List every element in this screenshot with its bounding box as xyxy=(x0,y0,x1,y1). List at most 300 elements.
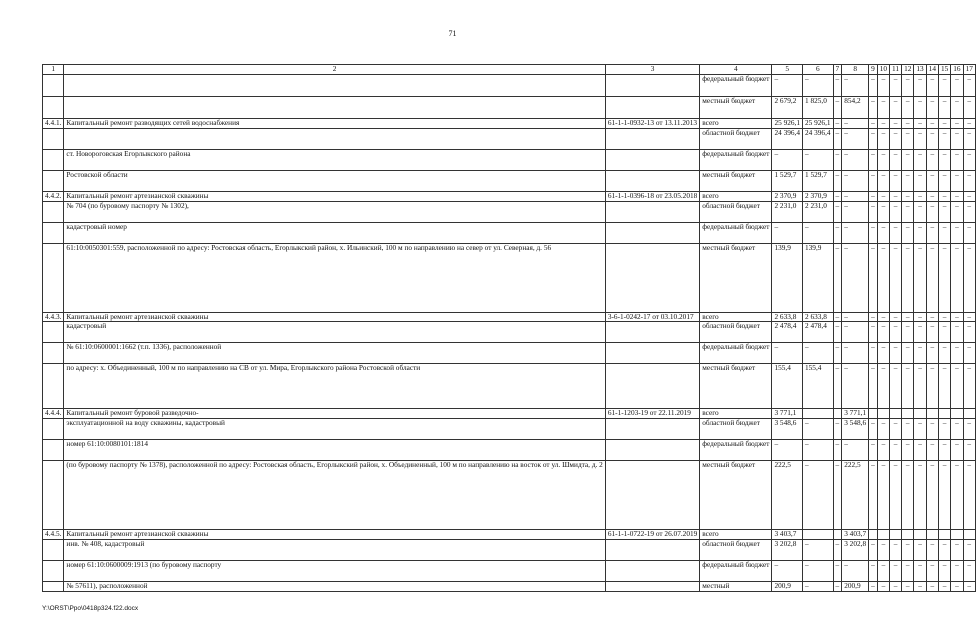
value-cell: – xyxy=(833,419,842,440)
value-cell: 222,5 xyxy=(842,461,869,530)
value-cell: – xyxy=(890,539,902,560)
value-cell: – xyxy=(890,119,902,129)
document-number-cell: 61-1-1-0722-19 от 26.07.2019 xyxy=(605,530,699,540)
total-value-cell: 25 926,1 xyxy=(772,119,803,129)
header-cell: 2 xyxy=(64,65,605,75)
value-cell: – xyxy=(902,322,914,343)
value-cell xyxy=(833,530,842,540)
value-cell: – xyxy=(869,149,878,170)
value-cell: – xyxy=(902,149,914,170)
value-cell: – xyxy=(938,75,950,97)
row-number-cell xyxy=(43,322,64,343)
value-cell: – xyxy=(963,343,975,364)
value-cell: – xyxy=(842,222,869,243)
header-cell: 8 xyxy=(842,65,869,75)
value-cell: – xyxy=(890,312,902,322)
total-value-cell: – xyxy=(772,222,803,243)
document-number-cell xyxy=(605,419,699,440)
value-cell: – xyxy=(914,539,926,560)
table-row xyxy=(43,322,976,343)
funding-source-cell: местный бюджет xyxy=(700,461,772,530)
total-value-cell: 222,5 xyxy=(772,461,803,530)
value-cell: – xyxy=(902,128,914,149)
value-cell: – xyxy=(803,461,834,530)
value-cell: – xyxy=(877,128,889,149)
value-cell: – xyxy=(877,149,889,170)
budget-table xyxy=(42,64,976,592)
value-cell: – xyxy=(926,119,938,129)
value-cell: 200,9 xyxy=(842,581,869,591)
funding-source-cell: областной бюджет xyxy=(700,322,772,343)
row-number-cell xyxy=(43,97,64,119)
value-cell: – xyxy=(951,170,963,191)
header-cell: 16 xyxy=(951,65,963,75)
table-row xyxy=(43,440,976,461)
table-row xyxy=(43,539,976,560)
table-row xyxy=(43,364,976,409)
value-cell: – xyxy=(902,97,914,119)
value-cell: – xyxy=(926,539,938,560)
value-cell: – xyxy=(842,170,869,191)
value-cell: – xyxy=(963,75,975,97)
value-cell: – xyxy=(877,222,889,243)
value-cell: – xyxy=(902,440,914,461)
value-cell: – xyxy=(833,461,842,530)
value-cell: – xyxy=(951,343,963,364)
value-cell: – xyxy=(877,419,889,440)
value-cell: – xyxy=(877,119,889,129)
funding-source-cell: федеральный бюджет xyxy=(700,440,772,461)
value-cell: – xyxy=(938,461,950,530)
value-cell: – xyxy=(842,312,869,322)
value-cell: – xyxy=(833,581,842,591)
funding-source-cell: местный бюджет xyxy=(700,170,772,191)
total-value-cell: – xyxy=(772,560,803,581)
value-cell: – xyxy=(951,560,963,581)
table-row xyxy=(43,419,976,440)
value-cell: – xyxy=(914,419,926,440)
value-cell: – xyxy=(926,97,938,119)
value-cell: – xyxy=(938,97,950,119)
value-cell: – xyxy=(803,419,834,440)
value-cell: – xyxy=(926,322,938,343)
document-number-cell xyxy=(605,128,699,149)
page-number: 71 xyxy=(448,29,457,38)
value-cell: – xyxy=(833,149,842,170)
value-cell: – xyxy=(842,440,869,461)
value-cell: – xyxy=(951,191,963,201)
table-row xyxy=(43,128,976,149)
table-body xyxy=(43,65,976,592)
value-cell: – xyxy=(963,312,975,322)
value-cell: – xyxy=(842,322,869,343)
object-name-cell: Капитальный ремонт артезианской скважины xyxy=(64,530,605,540)
value-cell: – xyxy=(803,539,834,560)
value-cell: – xyxy=(869,419,878,440)
value-cell: – xyxy=(963,149,975,170)
value-cell: – xyxy=(951,440,963,461)
value-cell: – xyxy=(951,364,963,409)
value-cell: – xyxy=(842,201,869,222)
row-number-cell xyxy=(43,364,64,409)
value-cell: – xyxy=(877,97,889,119)
footer-file-path: Y:\ORST\Ppo\0418p324.f22.docx xyxy=(42,605,139,612)
header-cell: 15 xyxy=(938,65,950,75)
value-cell: – xyxy=(902,419,914,440)
value-cell: – xyxy=(803,149,834,170)
value-cell: – xyxy=(869,560,878,581)
object-name-cell: Капитальный ремонт разводящих сетей водоснабжения xyxy=(64,119,605,129)
document-number-cell xyxy=(605,581,699,591)
value-cell: – xyxy=(926,440,938,461)
total-value-cell: 139,9 xyxy=(772,243,803,312)
value-cell: – xyxy=(914,75,926,97)
value-cell: – xyxy=(963,170,975,191)
value-cell: – xyxy=(833,539,842,560)
value-cell: – xyxy=(914,581,926,591)
value-cell: 2 231,0 xyxy=(803,201,834,222)
total-value-cell: 2 679,2 xyxy=(772,97,803,119)
object-name-cell: 61:10:0050301:559, расположенной по адресу: Ростовская область, Егорлыкский район, х. Ильинский, 100 м по направлению на север от ул. Северная, д. 56 xyxy=(64,243,605,312)
document-number-cell xyxy=(605,222,699,243)
value-cell: – xyxy=(951,222,963,243)
value-cell: 24 396,4 xyxy=(803,128,834,149)
funding-source-cell: всего xyxy=(700,191,772,201)
funding-source-cell: федеральный бюджет xyxy=(700,149,772,170)
value-cell: – xyxy=(938,201,950,222)
value-cell: – xyxy=(869,191,878,201)
value-cell: – xyxy=(842,343,869,364)
object-name-cell xyxy=(64,128,605,149)
value-cell: – xyxy=(869,128,878,149)
value-cell: – xyxy=(951,461,963,530)
value-cell: – xyxy=(963,560,975,581)
object-name-cell: кадастровый xyxy=(64,322,605,343)
funding-source-cell: областной бюджет xyxy=(700,539,772,560)
value-cell: – xyxy=(803,343,834,364)
value-cell: – xyxy=(938,539,950,560)
value-cell: – xyxy=(963,128,975,149)
value-cell: – xyxy=(833,222,842,243)
header-cell: 7 xyxy=(833,65,842,75)
value-cell: – xyxy=(833,97,842,119)
funding-source-cell: всего xyxy=(700,312,772,322)
value-cell xyxy=(803,530,834,540)
value-cell: – xyxy=(803,222,834,243)
value-cell: – xyxy=(890,191,902,201)
row-number-cell xyxy=(43,343,64,364)
funding-source-cell: областной бюджет xyxy=(700,128,772,149)
value-cell: – xyxy=(951,243,963,312)
value-cell: 3 771,1 xyxy=(842,409,869,419)
header-cell: 4 xyxy=(700,65,772,75)
value-cell: – xyxy=(938,419,950,440)
value-cell: – xyxy=(938,581,950,591)
value-cell: – xyxy=(926,243,938,312)
object-name-cell: Капитальный ремонт артезианской скважины xyxy=(64,312,605,322)
value-cell: – xyxy=(951,312,963,322)
value-cell xyxy=(902,530,914,540)
value-cell: – xyxy=(833,191,842,201)
value-cell: – xyxy=(926,364,938,409)
value-cell: – xyxy=(869,581,878,591)
value-cell: 155,4 xyxy=(803,364,834,409)
document-number-cell xyxy=(605,560,699,581)
value-cell: – xyxy=(926,560,938,581)
value-cell: – xyxy=(869,201,878,222)
value-cell: – xyxy=(833,560,842,581)
value-cell: – xyxy=(951,539,963,560)
value-cell: – xyxy=(914,201,926,222)
value-cell: 3 403,7 xyxy=(842,530,869,540)
value-cell: 1 529,7 xyxy=(803,170,834,191)
value-cell xyxy=(951,530,963,540)
value-cell: – xyxy=(926,419,938,440)
value-cell: – xyxy=(938,128,950,149)
document-number-cell xyxy=(605,243,699,312)
value-cell: – xyxy=(963,581,975,591)
value-cell: – xyxy=(902,170,914,191)
table-row xyxy=(43,461,976,530)
value-cell: – xyxy=(877,364,889,409)
document-number-cell xyxy=(605,343,699,364)
value-cell: – xyxy=(914,149,926,170)
value-cell: – xyxy=(877,75,889,97)
value-cell: – xyxy=(914,312,926,322)
header-cell: 10 xyxy=(877,65,889,75)
value-cell: – xyxy=(902,75,914,97)
value-cell: – xyxy=(902,312,914,322)
document-number-cell xyxy=(605,364,699,409)
row-number-cell: 4.4.4. xyxy=(43,409,64,419)
value-cell: – xyxy=(938,440,950,461)
value-cell: – xyxy=(963,364,975,409)
value-cell: – xyxy=(902,581,914,591)
document-number-cell xyxy=(605,170,699,191)
value-cell: – xyxy=(877,560,889,581)
value-cell: – xyxy=(926,343,938,364)
total-value-cell: 3 771,1 xyxy=(772,409,803,419)
value-cell: – xyxy=(842,119,869,129)
document-number-cell xyxy=(605,461,699,530)
funding-source-cell: областной бюджет xyxy=(700,419,772,440)
value-cell: – xyxy=(877,243,889,312)
value-cell: – xyxy=(869,461,878,530)
value-cell: – xyxy=(869,119,878,129)
funding-source-cell: всего xyxy=(700,530,772,540)
table-row xyxy=(43,75,976,97)
object-name-cell xyxy=(64,97,605,119)
value-cell: – xyxy=(842,560,869,581)
document-number-cell xyxy=(605,539,699,560)
funding-source-cell: всего xyxy=(700,119,772,129)
table-row xyxy=(43,581,976,591)
value-cell xyxy=(926,530,938,540)
value-cell: – xyxy=(869,222,878,243)
value-cell: – xyxy=(914,343,926,364)
value-cell: – xyxy=(926,461,938,530)
value-cell: – xyxy=(890,222,902,243)
value-cell: – xyxy=(869,364,878,409)
object-name-cell: Капитальный ремонт буровой разведочно- xyxy=(64,409,605,419)
object-name-cell: (по буровому паспорту № 1378), расположенной по адресу: Ростовская область, Егорлыкский район, х. Объединенный, 100 м по направлению на восток от ул. Шмидта, д. 2 xyxy=(64,461,605,530)
row-number-cell xyxy=(43,440,64,461)
value-cell: – xyxy=(869,97,878,119)
object-name-cell: номер 61:10:0080101:1814 xyxy=(64,440,605,461)
object-name-cell: эксплуатационной на воду скважины, кадастровый xyxy=(64,419,605,440)
document-number-cell: 3-6-1-0242-17 от 03.10.2017 xyxy=(605,312,699,322)
total-value-cell: 2 370,9 xyxy=(772,191,803,201)
value-cell: – xyxy=(963,440,975,461)
header-cell: 3 xyxy=(605,65,699,75)
table-row xyxy=(43,343,976,364)
row-number-cell: 4.4.2. xyxy=(43,191,64,201)
value-cell: – xyxy=(914,222,926,243)
row-number-cell xyxy=(43,170,64,191)
table-row xyxy=(43,560,976,581)
value-cell: – xyxy=(833,364,842,409)
value-cell: – xyxy=(902,243,914,312)
total-value-cell: 2 633,8 xyxy=(772,312,803,322)
object-name-cell: номер 61:10:0600009:1913 (по буровому паспорту xyxy=(64,560,605,581)
total-value-cell: 200,9 xyxy=(772,581,803,591)
value-cell: – xyxy=(926,581,938,591)
value-cell xyxy=(869,530,878,540)
value-cell: – xyxy=(914,170,926,191)
value-cell: – xyxy=(951,75,963,97)
object-name-cell: инв. № 408, кадастровый xyxy=(64,539,605,560)
value-cell: – xyxy=(833,440,842,461)
value-cell: – xyxy=(914,191,926,201)
value-cell: – xyxy=(890,560,902,581)
value-cell: – xyxy=(842,243,869,312)
value-cell: – xyxy=(914,440,926,461)
value-cell: – xyxy=(951,581,963,591)
value-cell: – xyxy=(926,312,938,322)
document-number-cell: 61-1-1-0932-13 от 13.11.2013 xyxy=(605,119,699,129)
value-cell: – xyxy=(869,243,878,312)
document-number-cell: 61-1-1-0396-18 от 23.05.2018 xyxy=(605,191,699,201)
value-cell: – xyxy=(938,222,950,243)
value-cell: – xyxy=(951,149,963,170)
value-cell: – xyxy=(951,97,963,119)
header-cell: 13 xyxy=(914,65,926,75)
value-cell: – xyxy=(842,191,869,201)
value-cell: 1 825,0 xyxy=(803,97,834,119)
value-cell: – xyxy=(833,312,842,322)
value-cell: – xyxy=(877,461,889,530)
value-cell: – xyxy=(890,581,902,591)
value-cell: – xyxy=(938,191,950,201)
value-cell: – xyxy=(803,560,834,581)
value-cell: – xyxy=(877,191,889,201)
value-cell: – xyxy=(938,364,950,409)
value-cell: – xyxy=(803,581,834,591)
value-cell: – xyxy=(902,201,914,222)
header-cell: 5 xyxy=(772,65,803,75)
value-cell: 139,9 xyxy=(803,243,834,312)
header-cell: 9 xyxy=(869,65,878,75)
value-cell: – xyxy=(963,539,975,560)
value-cell xyxy=(877,530,889,540)
value-cell: – xyxy=(926,170,938,191)
funding-source-cell: местный бюджет xyxy=(700,97,772,119)
value-cell: – xyxy=(963,97,975,119)
value-cell: 854,2 xyxy=(842,97,869,119)
value-cell: – xyxy=(890,322,902,343)
value-cell: – xyxy=(877,322,889,343)
value-cell: – xyxy=(963,461,975,530)
total-value-cell: 2 478,4 xyxy=(772,322,803,343)
object-name-cell: ст. Новороговская Егорлыкского района xyxy=(64,149,605,170)
value-cell: – xyxy=(926,201,938,222)
object-name-cell: № 61:10:0600001:1662 (т.п. 1336), расположенной xyxy=(64,343,605,364)
funding-source-cell: местный xyxy=(700,581,772,591)
header-cell: 1 xyxy=(43,65,64,75)
funding-source-cell: местный бюджет xyxy=(700,364,772,409)
value-cell: – xyxy=(890,461,902,530)
value-cell: – xyxy=(890,75,902,97)
object-name-cell: Ростовской области xyxy=(64,170,605,191)
table-row xyxy=(43,191,976,201)
value-cell: – xyxy=(938,343,950,364)
value-cell: – xyxy=(877,539,889,560)
value-cell: – xyxy=(926,75,938,97)
document-number-cell xyxy=(605,201,699,222)
value-cell: – xyxy=(869,312,878,322)
total-value-cell: 155,4 xyxy=(772,364,803,409)
total-value-cell: 2 231,0 xyxy=(772,201,803,222)
value-cell: – xyxy=(938,119,950,129)
document-number-cell xyxy=(605,322,699,343)
object-name-cell xyxy=(64,75,605,97)
value-cell: – xyxy=(869,539,878,560)
total-value-cell: – xyxy=(772,149,803,170)
header-row xyxy=(43,65,976,75)
value-cell: – xyxy=(833,75,842,97)
value-cell: – xyxy=(914,364,926,409)
value-cell: – xyxy=(914,97,926,119)
value-cell: – xyxy=(963,222,975,243)
value-cell: – xyxy=(902,539,914,560)
value-cell: 3 202,8 xyxy=(842,539,869,560)
value-cell: – xyxy=(938,560,950,581)
row-number-cell xyxy=(43,75,64,97)
value-cell: 2 633,8 xyxy=(803,312,834,322)
value-cell: – xyxy=(963,201,975,222)
value-cell: – xyxy=(833,128,842,149)
value-cell: – xyxy=(877,343,889,364)
value-cell: – xyxy=(963,119,975,129)
value-cell: – xyxy=(902,560,914,581)
value-cell: – xyxy=(951,201,963,222)
document-number-cell xyxy=(605,97,699,119)
value-cell: – xyxy=(926,191,938,201)
value-cell: – xyxy=(890,419,902,440)
value-cell: – xyxy=(951,128,963,149)
total-value-cell: – xyxy=(772,343,803,364)
value-cell: – xyxy=(803,75,834,97)
value-cell: – xyxy=(877,170,889,191)
funding-source-cell: федеральный бюджет xyxy=(700,560,772,581)
total-value-cell: 3 202,8 xyxy=(772,539,803,560)
value-cell: – xyxy=(938,149,950,170)
header-cell: 6 xyxy=(803,65,834,75)
row-number-cell: 4.4.5. xyxy=(43,530,64,540)
value-cell: – xyxy=(914,243,926,312)
value-cell: – xyxy=(869,322,878,343)
value-cell: 2 370,9 xyxy=(803,191,834,201)
